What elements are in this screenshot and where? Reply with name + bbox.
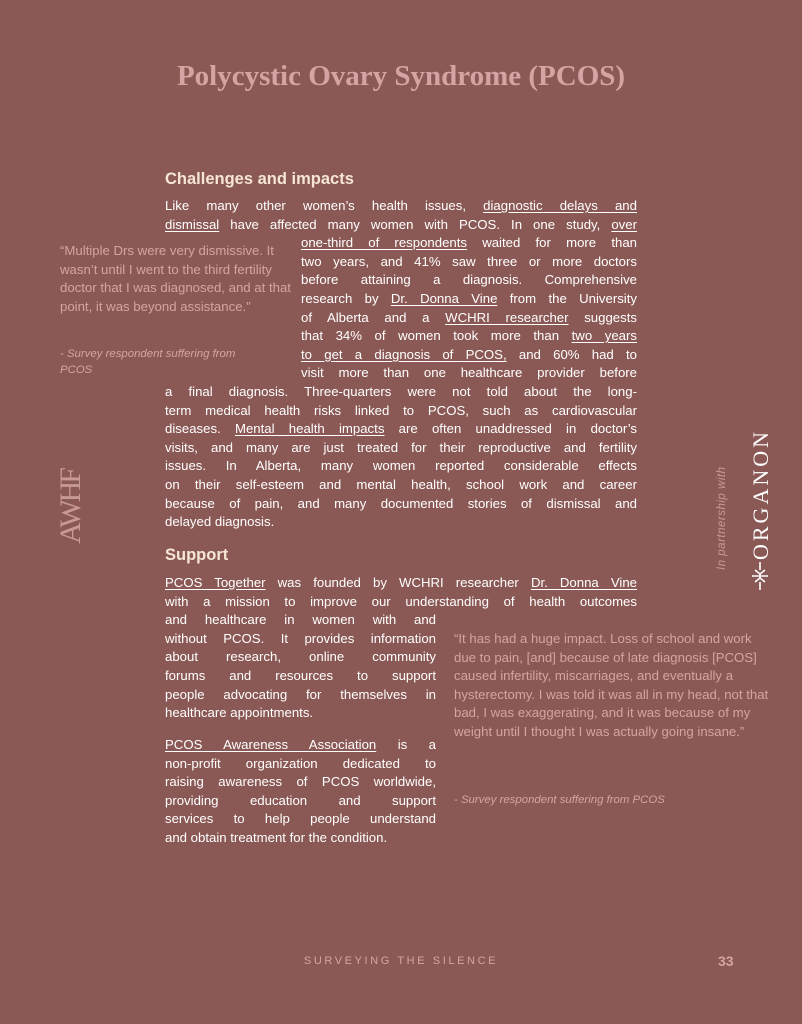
support-line — [165, 573, 637, 592]
support-line — [165, 772, 436, 791]
text-link[interactable]: over — [611, 216, 637, 232]
text-span: before attaining a diagnosis. Comprehensive — [301, 272, 637, 288]
text-link[interactable]: PCOS Together — [165, 575, 266, 590]
text-span: and obtain treatment for the condition. — [165, 830, 388, 845]
challenges-line — [301, 363, 637, 382]
text-span: from the University — [497, 291, 637, 306]
text-span: diseases. — [165, 421, 235, 437]
text-span: research by — [301, 291, 391, 306]
text-link[interactable]: WCHRI researcher — [445, 309, 569, 325]
text-link[interactable]: Mental health impacts — [234, 421, 385, 437]
support-line — [165, 809, 436, 828]
challenges-line — [301, 233, 637, 252]
challenges-line — [165, 196, 637, 215]
text-span: and 60% had to — [506, 346, 637, 362]
pull-quote-2-attribution: - Survey respondent suffering from PCOS — [454, 794, 665, 806]
text-span: two years, and 41% saw three or more doctors — [301, 253, 637, 269]
partner-label: In partnership with — [716, 466, 728, 570]
footer-label: SURVEYING THE SILENCE — [303, 955, 499, 967]
challenges-line — [301, 326, 637, 345]
support-line — [165, 592, 637, 611]
text-span: people advocating for themselves in — [165, 686, 436, 702]
text-span: delayed diagnosis. — [165, 514, 275, 530]
challenges-line — [301, 289, 637, 308]
text-link[interactable]: PCOS Awareness Association — [165, 737, 377, 752]
challenges-line — [165, 475, 637, 494]
challenges-line — [301, 270, 637, 289]
challenges-line — [301, 345, 637, 364]
text-link[interactable]: one-third of respondents — [301, 235, 468, 251]
text-span: visit more than one healthcare provider before — [301, 365, 637, 381]
support-line — [165, 647, 436, 666]
support-line — [165, 610, 436, 629]
organon-logo: ORGANON — [748, 429, 773, 560]
text-span: raising awareness of PCOS worldwide, — [165, 774, 436, 790]
challenges-line — [165, 382, 637, 401]
text-span: that 34% of women took more than — [301, 328, 572, 344]
text-span: forums and resources to support — [165, 668, 436, 683]
challenges-line — [301, 308, 637, 327]
pull-quote-1-attribution: - Survey respondent suffering from PCOS — [60, 348, 236, 376]
challenges-line — [165, 215, 637, 234]
challenges-line — [165, 438, 637, 457]
text-span: waited for more than — [467, 235, 637, 251]
organon-mark-icon — [748, 560, 772, 592]
text-span: services to help people understand — [165, 811, 436, 827]
support-line — [165, 735, 436, 754]
text-link[interactable]: Dr. Donna Vine — [390, 291, 498, 306]
text-span: about research, online community — [165, 649, 436, 665]
text-span: providing education and support — [165, 792, 436, 808]
text-span: a final diagnosis. Three-quarters were not told about the long- — [165, 384, 637, 399]
text-span: is a — [376, 737, 436, 752]
text-span: with a mission to improve our understanding of health outcomes — [165, 593, 637, 609]
challenges-line — [301, 252, 637, 271]
page-number: 33 — [718, 953, 734, 969]
text-span: non-profit organization dedicated to — [165, 755, 436, 771]
support-line — [165, 629, 436, 648]
text-span: visits, and many are just treated for their reproductive and fertility — [165, 439, 637, 455]
text-span: term medical health risks linked to PCOS, such as cardiovascular — [165, 402, 637, 418]
text-link[interactable]: two years — [571, 328, 637, 344]
text-span: on their self-esteem and mental health, school work and career — [165, 477, 637, 492]
text-span: suggests — [568, 309, 637, 325]
text-span: issues. In Alberta, many women reported considerable effects — [165, 458, 637, 474]
support-line — [165, 754, 436, 773]
challenges-line — [165, 512, 637, 531]
support-line — [165, 828, 445, 847]
text-link[interactable]: Dr. Donna Vine — [530, 575, 637, 590]
text-span: have affected many women with PCOS. In one study, — [219, 216, 612, 232]
support-line — [165, 685, 436, 704]
pull-quote-1: “Multiple Drs were very dismissive. It wasn’t until I went to the third fertility doctor that I was diagnosed, and at that point, it was beyond assistance.” — [60, 243, 291, 314]
text-span: Like many other women’s health issues, — [165, 198, 484, 213]
text-link[interactable]: dismissal — [165, 216, 220, 232]
support-heading: Support — [165, 546, 229, 564]
text-span: and healthcare in women with and — [165, 612, 436, 628]
challenges-line — [165, 456, 637, 475]
pull-quote-2: “It has had a huge impact. Loss of school and work due to pain, [and] because of late diagnosis [PCOS] caused infertility, miscarriages, and eventually a hysterectomy. I was told it was all in my head, not that bad, I was exaggerating, and it was because of my weight until I thought I was actually going insane.” — [454, 631, 769, 739]
page-title: Polycystic Ovary Syndrome (PCOS) — [176, 60, 626, 92]
text-link[interactable]: to get a diagnosis of PCOS, — [301, 346, 507, 362]
text-span: healthcare appointments. — [165, 705, 314, 721]
text-link[interactable]: diagnostic delays and — [483, 198, 637, 213]
text-span: are often unaddressed in doctor’s — [384, 421, 637, 437]
challenges-heading: Challenges and impacts — [165, 170, 354, 188]
challenges-line — [165, 419, 637, 438]
text-span: of Alberta and a — [301, 309, 446, 325]
support-line — [165, 666, 436, 685]
challenges-line — [165, 494, 637, 513]
support-line — [165, 791, 436, 810]
text-span: without PCOS. It provides information — [165, 630, 436, 646]
awhf-logo: AWHF — [54, 470, 87, 544]
support-line — [165, 703, 436, 722]
text-span: because of pain, and many documented stories of dismissal and — [165, 495, 637, 511]
text-span: was founded by WCHRI researcher — [265, 575, 531, 590]
challenges-line — [165, 401, 637, 420]
